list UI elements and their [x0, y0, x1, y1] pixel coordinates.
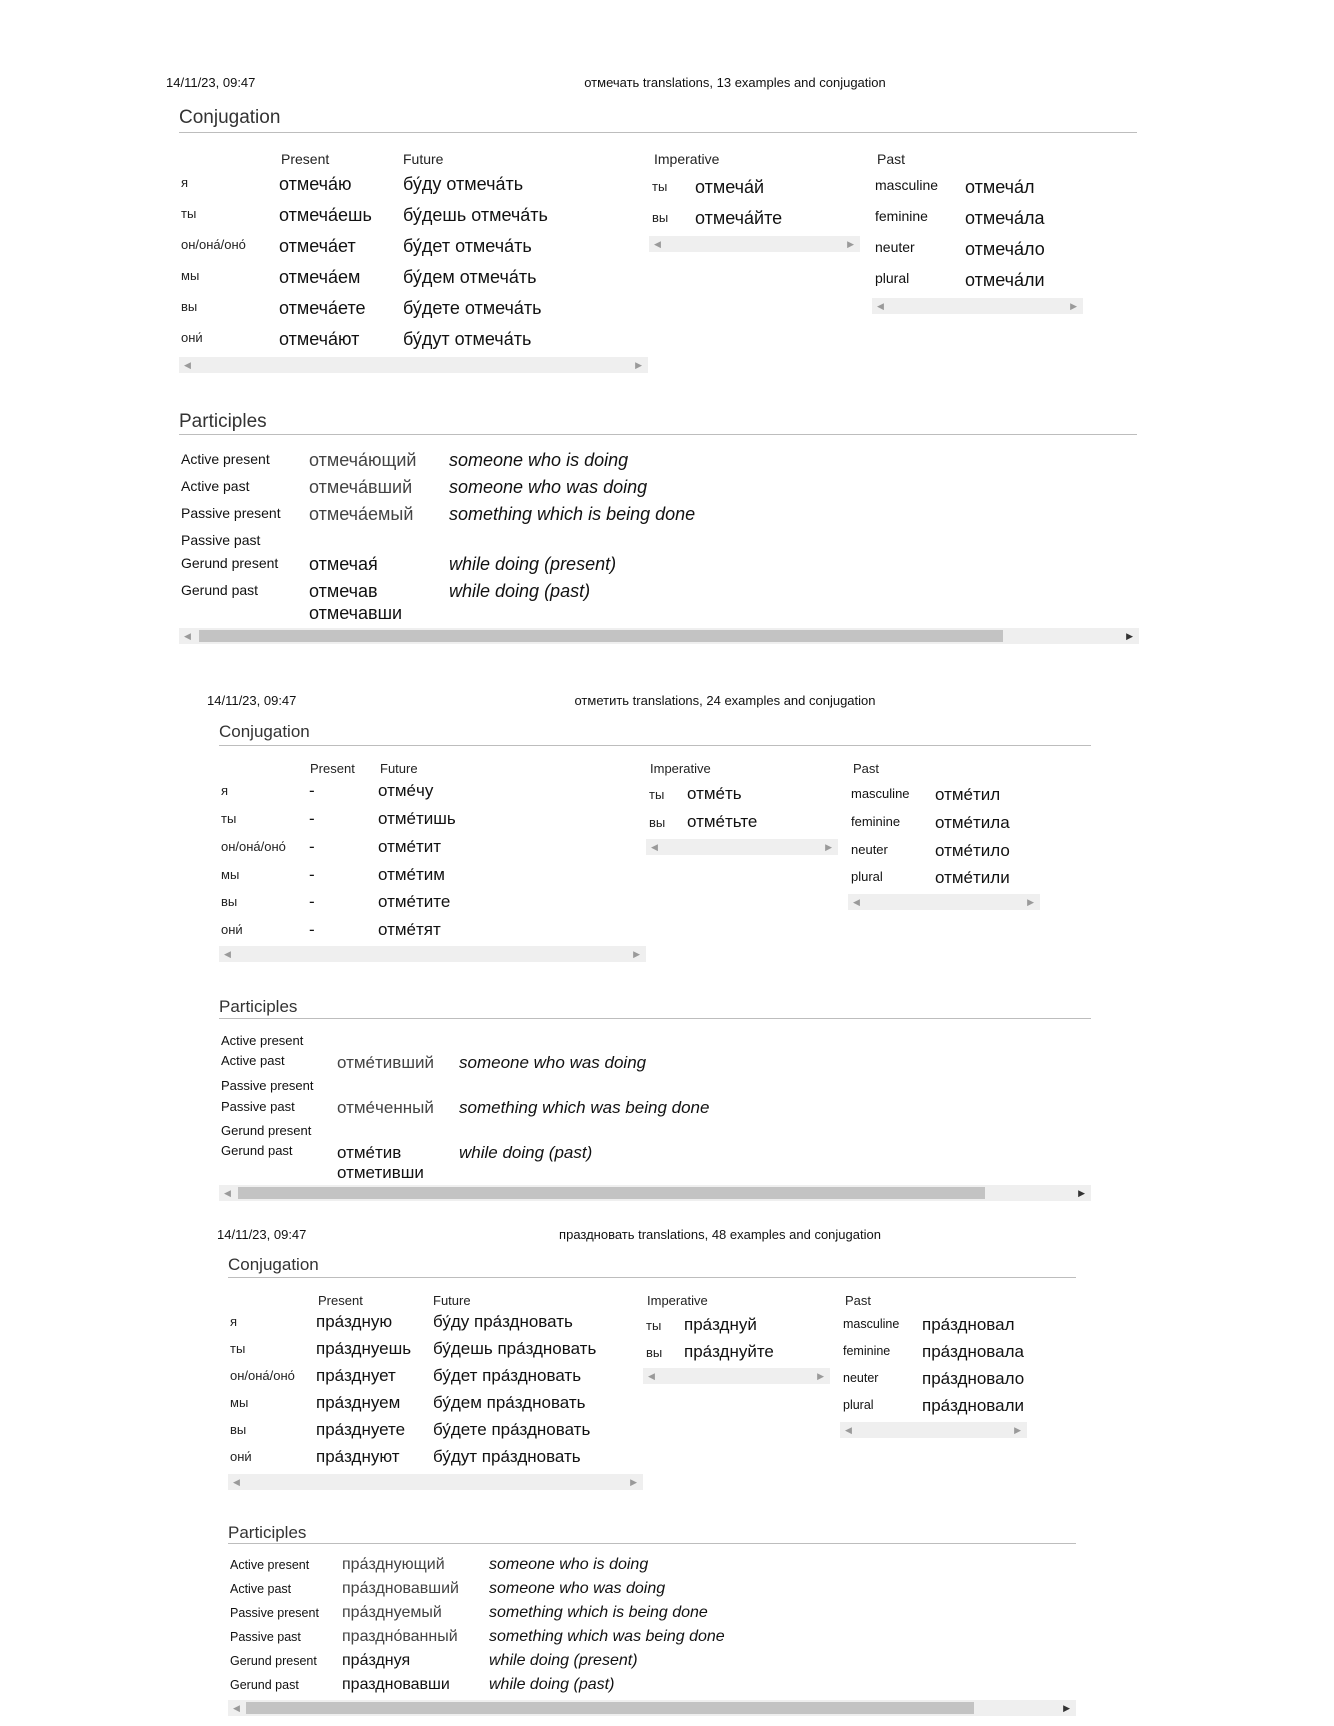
participle-label: Active past	[221, 1053, 285, 1068]
scroll-left-arrow-icon[interactable]: ◀	[648, 1371, 655, 1381]
future-form: отме́тишь	[378, 809, 456, 828]
present-form: отмеча́ете	[279, 298, 366, 318]
pronoun-label: я	[181, 175, 189, 190]
gender-label: plural	[843, 1398, 874, 1412]
pronoun-label: вы	[652, 210, 669, 225]
future-form: бу́дете отмеча́ть	[403, 298, 542, 318]
participle-form: отмечая́	[309, 554, 378, 574]
gender-label: neuter	[843, 1371, 879, 1385]
scroll-left-arrow-icon[interactable]: ◀	[877, 301, 884, 311]
pronoun-label: ты	[652, 179, 668, 194]
participle-form: пра́зднуемый	[342, 1604, 442, 1621]
scrollbar-thumb[interactable]	[199, 630, 1003, 642]
imperative-form: отмеча́йте	[695, 208, 783, 228]
scroll-right-arrow-icon[interactable]: ▶	[1070, 301, 1077, 311]
future-form: бу́ду пра́здновать	[433, 1312, 573, 1331]
pronoun-label: вы	[230, 1422, 247, 1437]
scroll-left-arrow-icon[interactable]: ◀	[224, 949, 231, 959]
past-form: отме́тило	[935, 841, 1010, 860]
scroll-left-arrow-icon[interactable]: ◀	[845, 1425, 852, 1435]
past-form: пра́здновала	[922, 1342, 1024, 1361]
pronoun-label: я	[221, 783, 229, 798]
conjugation-heading: Conjugation	[219, 722, 310, 741]
pronoun-label: вы	[221, 894, 238, 909]
past-form: пра́здновало	[922, 1369, 1025, 1388]
participles-heading: Participles	[179, 411, 267, 432]
participle-label: Passive past	[181, 532, 261, 548]
scroll-left-arrow-icon[interactable]: ◀	[184, 631, 191, 641]
participle-label: Active past	[181, 478, 250, 494]
scroll-right-arrow-icon[interactable]: ▶	[633, 949, 640, 959]
present-form: пра́зднуешь	[316, 1339, 412, 1358]
participle-form: пра́зднующий	[342, 1556, 445, 1573]
participle-label: Active present	[230, 1558, 310, 1572]
future-form: отме́тят	[378, 920, 441, 939]
participle-form: пра́здновавший	[342, 1580, 459, 1597]
page-title: отмечать translations, 13 examples and conjugation	[584, 75, 886, 90]
conjugation-scrollbar[interactable]	[179, 357, 648, 373]
participle-meaning: someone who is doing	[489, 1556, 649, 1573]
gender-label: feminine	[875, 208, 928, 224]
page-title: праздновать translations, 48 examples and conjugation	[559, 1227, 881, 1242]
present-form: -	[309, 865, 315, 884]
pronoun-label: ты	[230, 1341, 246, 1356]
pronoun-label: ты	[649, 787, 665, 802]
scroll-right-arrow-icon[interactable]: ▶	[1126, 631, 1133, 641]
past-form: пра́здновал	[922, 1315, 1015, 1334]
participle-label: Passive present	[230, 1606, 319, 1620]
print-date: 14/11/23, 09:47	[217, 1227, 307, 1242]
pronoun-label: ты	[646, 1318, 662, 1333]
scroll-left-arrow-icon[interactable]: ◀	[233, 1477, 240, 1487]
present-form: -	[309, 892, 315, 911]
scroll-right-arrow-icon[interactable]: ▶	[825, 842, 832, 852]
future-form: бу́дешь отмеча́ть	[403, 205, 548, 225]
past-column-header: Past	[853, 761, 880, 776]
participles-heading: Participles	[228, 1523, 307, 1542]
future-form: отме́тит	[378, 837, 442, 856]
print-date: 14/11/23, 09:47	[166, 75, 256, 90]
pronoun-label: мы	[181, 268, 200, 283]
imperative-form: пра́зднуй	[684, 1315, 757, 1334]
participle-meaning: something which was being done	[489, 1628, 725, 1645]
past-scrollbar[interactable]	[872, 298, 1083, 314]
future-form: бу́дут пра́здновать	[433, 1447, 581, 1466]
pronoun-label: я	[230, 1314, 238, 1329]
conjugation-heading: Conjugation	[179, 107, 281, 128]
participle-label: Gerund present	[221, 1123, 312, 1138]
gender-label: masculine	[843, 1317, 900, 1331]
future-form: бу́дем отмеча́ть	[403, 267, 537, 287]
participle-label: Passive present	[181, 505, 281, 521]
participle-meaning: someone who was doing	[489, 1580, 666, 1597]
participle-form: отмеча́ющий	[309, 450, 417, 470]
imperative-form: отме́тьте	[687, 812, 758, 831]
pronoun-label: ты	[181, 206, 197, 221]
past-form: отмеча́ла	[965, 208, 1045, 228]
participle-meaning: something which was being done	[459, 1098, 710, 1117]
participle-label: Gerund past	[230, 1678, 299, 1692]
scroll-right-arrow-icon[interactable]: ▶	[1014, 1425, 1021, 1435]
participle-label: Active present	[181, 451, 270, 467]
participle-form: отмеча́емый	[309, 504, 414, 524]
past-form: отмеча́ли	[965, 270, 1045, 290]
participle-label: Gerund past	[181, 582, 259, 598]
participle-label: Gerund present	[181, 555, 279, 571]
present-column-header: Present	[281, 151, 330, 167]
pronoun-label: он/она́/оно́	[230, 1368, 295, 1383]
participle-form: отмечав	[309, 581, 378, 601]
participle-meaning: while doing (past)	[449, 581, 591, 601]
participle-meaning: something which is being done	[489, 1604, 708, 1621]
past-form: отмеча́л	[965, 177, 1035, 197]
imperative-column-header: Imperative	[647, 1293, 708, 1308]
page-title: отметить translations, 24 examples and conjugation	[574, 693, 876, 708]
scrollbar-thumb[interactable]	[246, 1702, 974, 1714]
participle-form: праздновавши	[342, 1676, 450, 1693]
scroll-right-arrow-icon[interactable]: ▶	[1078, 1188, 1085, 1198]
scroll-left-arrow-icon[interactable]: ◀	[651, 842, 658, 852]
gender-label: feminine	[843, 1344, 891, 1358]
past-column-header: Past	[877, 151, 906, 167]
present-form: пра́зднуем	[316, 1393, 401, 1412]
future-form: бу́дете пра́здновать	[433, 1420, 591, 1439]
print-date: 14/11/23, 09:47	[207, 693, 297, 708]
future-form: бу́дем пра́здновать	[433, 1393, 586, 1412]
scroll-right-arrow-icon[interactable]: ▶	[630, 1477, 637, 1487]
past-form: пра́здновали	[922, 1396, 1025, 1415]
past-scrollbar[interactable]	[840, 1422, 1027, 1438]
future-form: бу́дет пра́здновать	[433, 1366, 582, 1385]
participle-meaning: someone who was doing	[459, 1053, 647, 1072]
present-form: пра́зднует	[316, 1366, 396, 1385]
participle-meaning: while doing (past)	[459, 1143, 593, 1162]
past-form: отме́тила	[935, 813, 1010, 832]
pronoun-label: мы	[230, 1395, 249, 1410]
participle-meaning: while doing (present)	[489, 1652, 638, 1669]
participle-form: отме́тив	[337, 1143, 402, 1162]
participles-heading: Participles	[219, 997, 298, 1016]
conjugation-heading: Conjugation	[228, 1255, 319, 1274]
pronoun-label: вы	[646, 1345, 663, 1360]
participle-label: Active present	[221, 1033, 304, 1048]
future-form: отме́тим	[378, 865, 445, 884]
present-column-header: Present	[318, 1293, 363, 1308]
participle-form: пра́зднуя	[342, 1652, 411, 1669]
conjugation-scrollbar[interactable]	[228, 1474, 643, 1490]
pronoun-label: он/она́/оно́	[181, 237, 246, 252]
present-column-header: Present	[310, 761, 355, 776]
participle-label: Gerund past	[221, 1143, 293, 1158]
scroll-left-arrow-icon[interactable]: ◀	[233, 1703, 240, 1713]
pronoun-label: ты	[221, 811, 237, 826]
divider	[228, 1543, 1076, 1544]
participle-form-alt: отметивши	[337, 1163, 424, 1182]
future-form: бу́дет отмеча́ть	[403, 236, 532, 256]
imperative-scrollbar[interactable]	[649, 236, 860, 252]
pronoun-label: он/она́/оно́	[221, 839, 286, 854]
imperative-column-header: Imperative	[650, 761, 711, 776]
participle-form: праздно́ванный	[342, 1628, 458, 1645]
imperative-form: пра́зднуйте	[684, 1342, 774, 1361]
participle-label: Active past	[230, 1582, 292, 1596]
present-form: пра́зднуют	[316, 1447, 400, 1466]
future-form: отме́тите	[378, 892, 451, 911]
pronoun-label: вы	[181, 299, 198, 314]
present-form: отмеча́ешь	[279, 205, 372, 225]
gender-label: neuter	[875, 239, 915, 255]
participle-label: Passive past	[230, 1630, 301, 1644]
divider	[179, 132, 1137, 133]
scrollbar-thumb[interactable]	[238, 1187, 985, 1199]
scroll-right-arrow-icon[interactable]: ▶	[847, 239, 854, 249]
present-form: отмеча́ем	[279, 267, 361, 287]
present-form: -	[309, 920, 315, 939]
gender-label: plural	[851, 869, 883, 884]
participle-label: Gerund present	[230, 1654, 317, 1668]
participle-form: отме́тивший	[337, 1053, 434, 1072]
participle-meaning: while doing (present)	[449, 554, 617, 574]
future-column-header: Future	[433, 1293, 471, 1308]
future-form: бу́ду отмеча́ть	[403, 174, 524, 194]
scroll-left-arrow-icon[interactable]: ◀	[184, 360, 191, 370]
divider	[219, 745, 1091, 746]
pronoun-label: вы	[649, 815, 666, 830]
participle-label: Passive present	[221, 1078, 314, 1093]
pronoun-label: они́	[181, 330, 203, 345]
participles-scrollbar[interactable]	[219, 1185, 1091, 1201]
present-form: отмеча́ю	[279, 174, 352, 194]
scroll-left-arrow-icon[interactable]: ◀	[654, 239, 661, 249]
present-form: -	[309, 837, 315, 856]
pronoun-label: они́	[221, 922, 243, 937]
past-form: отмеча́ло	[965, 239, 1045, 259]
imperative-form: отмеча́й	[695, 177, 765, 197]
imperative-scrollbar[interactable]	[646, 839, 838, 855]
imperative-column-header: Imperative	[654, 151, 720, 167]
participle-meaning: something which is being done	[449, 504, 696, 524]
past-form: отме́тил	[935, 785, 1001, 804]
present-form: пра́зднуете	[316, 1420, 406, 1439]
present-form: отмеча́ет	[279, 236, 356, 256]
scroll-right-arrow-icon[interactable]: ▶	[1063, 1703, 1070, 1713]
future-column-header: Future	[403, 151, 444, 167]
divider	[219, 1018, 1091, 1019]
gender-label: masculine	[875, 177, 939, 193]
participle-meaning: someone who was doing	[449, 477, 648, 497]
scroll-right-arrow-icon[interactable]: ▶	[635, 360, 642, 370]
present-form: пра́здную	[316, 1312, 393, 1331]
past-scrollbar[interactable]	[848, 894, 1040, 910]
participles-scrollbar[interactable]	[228, 1700, 1076, 1716]
participles-scrollbar[interactable]	[179, 628, 1139, 644]
participle-form: отмеча́вший	[309, 477, 413, 497]
scroll-right-arrow-icon[interactable]: ▶	[1027, 897, 1034, 907]
participle-meaning: while doing (past)	[489, 1676, 615, 1693]
conjugation-scrollbar[interactable]	[219, 946, 646, 962]
gender-label: feminine	[851, 814, 901, 829]
scroll-right-arrow-icon[interactable]: ▶	[817, 1371, 824, 1381]
divider	[179, 434, 1137, 435]
present-form: -	[309, 809, 315, 828]
participle-form: отме́ченный	[337, 1098, 434, 1117]
imperative-form: отме́ть	[687, 784, 742, 803]
participle-label: Passive past	[221, 1099, 295, 1114]
imperative-scrollbar[interactable]	[643, 1368, 830, 1384]
present-form: отмеча́ют	[279, 329, 360, 349]
divider	[228, 1277, 1076, 1278]
gender-label: neuter	[851, 842, 888, 857]
pronoun-label: мы	[221, 867, 240, 882]
participle-meaning: someone who is doing	[449, 450, 629, 470]
future-form: бу́дут отмеча́ть	[403, 329, 532, 349]
future-form: бу́дешь пра́здновать	[433, 1339, 597, 1358]
gender-label: plural	[875, 270, 910, 286]
past-form: отме́тили	[935, 868, 1010, 887]
future-column-header: Future	[380, 761, 418, 776]
participle-form-alt: отмечавши	[309, 603, 403, 623]
pronoun-label: они́	[230, 1449, 252, 1464]
past-column-header: Past	[845, 1293, 872, 1308]
scroll-left-arrow-icon[interactable]: ◀	[224, 1188, 231, 1198]
future-form: отме́чу	[378, 781, 434, 800]
present-form: -	[309, 781, 315, 800]
gender-label: masculine	[851, 786, 910, 801]
scroll-left-arrow-icon[interactable]: ◀	[853, 897, 860, 907]
